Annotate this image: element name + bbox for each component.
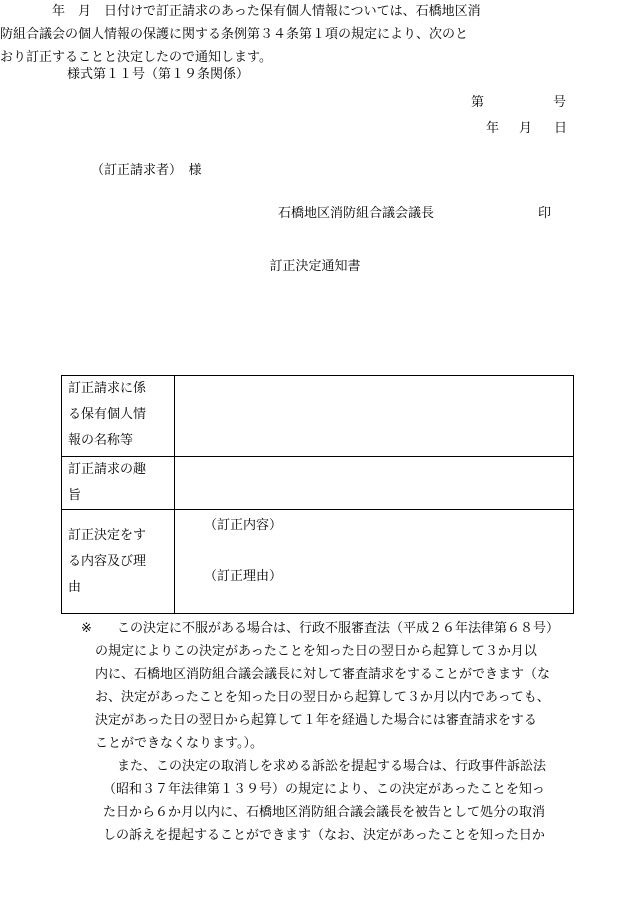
value-cell-target-info (175, 376, 574, 457)
row-label-decision-content: 訂正決定をす る内容及び理 由 (62, 510, 175, 614)
intro-line: 防組合議会の個人情報の保護に関する条例第３４条第１項の規定により、次のと (0, 27, 469, 42)
correction-reason-heading: （訂正理由） (204, 569, 283, 584)
note-mark: ※ (81, 621, 92, 636)
note-line: の規定によりこの決定があったことを知った日の翌日から起算して３か月以 (95, 644, 537, 659)
document-number-suffix: 号 (553, 95, 567, 110)
intro-line: 年 月 日付けで訂正請求のあった保有個人情報については、石橋地区消 (52, 4, 481, 19)
intro-paragraph (0, 0, 508, 69)
note-line: お、決定があったことを知った日の翌日から起算して３か月以内であっても、 (95, 690, 550, 705)
date-day: 日 (554, 121, 568, 136)
document-number-prefix: 第 (471, 95, 485, 110)
date-year: 年 (486, 121, 500, 136)
note-line: しの訴えを提起することができます（なお、決定があったことを知った日か (103, 828, 545, 843)
date-month: 月 (519, 121, 533, 136)
addressee: （訂正請求者） 様 (91, 163, 202, 178)
value-cell-request-purpose (175, 457, 574, 510)
row-label-request-purpose: 訂正請求の趣 旨 (62, 457, 175, 510)
note-line: 決定があった日の翌日から起算して１年を経過した場合には審査請求をする (95, 713, 537, 728)
sender-name: 石橋地区消防組合議会議長 (278, 206, 435, 221)
table-row (62, 510, 574, 614)
seal-mark: 印 (538, 206, 552, 221)
table-row (62, 457, 574, 510)
note-line: 内に、石橋地区消防組合議会議長に対して審査請求をすることができます（な (95, 667, 551, 682)
note-line: ことができなくなります。）。 (95, 736, 263, 751)
row-label-target-info: 訂正請求に係 る保有個人情 報の名称等 (62, 376, 175, 457)
note-line: た日から６か月以内に、石橋地区消防組合議会議長を被告として処分の取消 (103, 805, 546, 820)
notes-section (67, 617, 575, 847)
document-title: 訂正決定通知書 (269, 259, 361, 274)
note-line: この決定に不服がある場合は、行政不服審査法（平成２６年法律第６８号） (117, 621, 560, 636)
info-table (61, 375, 574, 614)
note-line: （昭和３７年法律第１３９号）の規定により、この決定があったことを知っ (103, 782, 545, 797)
intro-line: おり訂正することと決定したので通知します。 (0, 50, 272, 65)
form-label: 様式第１１号（第１９条関係） (67, 67, 250, 82)
table-row (62, 376, 574, 457)
note-line: また、この決定の取消しを求める訴訟を提起する場合は、行政事件訴訟法 (117, 759, 547, 774)
correction-content-heading: （訂正内容） (204, 518, 283, 533)
value-cell-decision-content (175, 510, 574, 614)
